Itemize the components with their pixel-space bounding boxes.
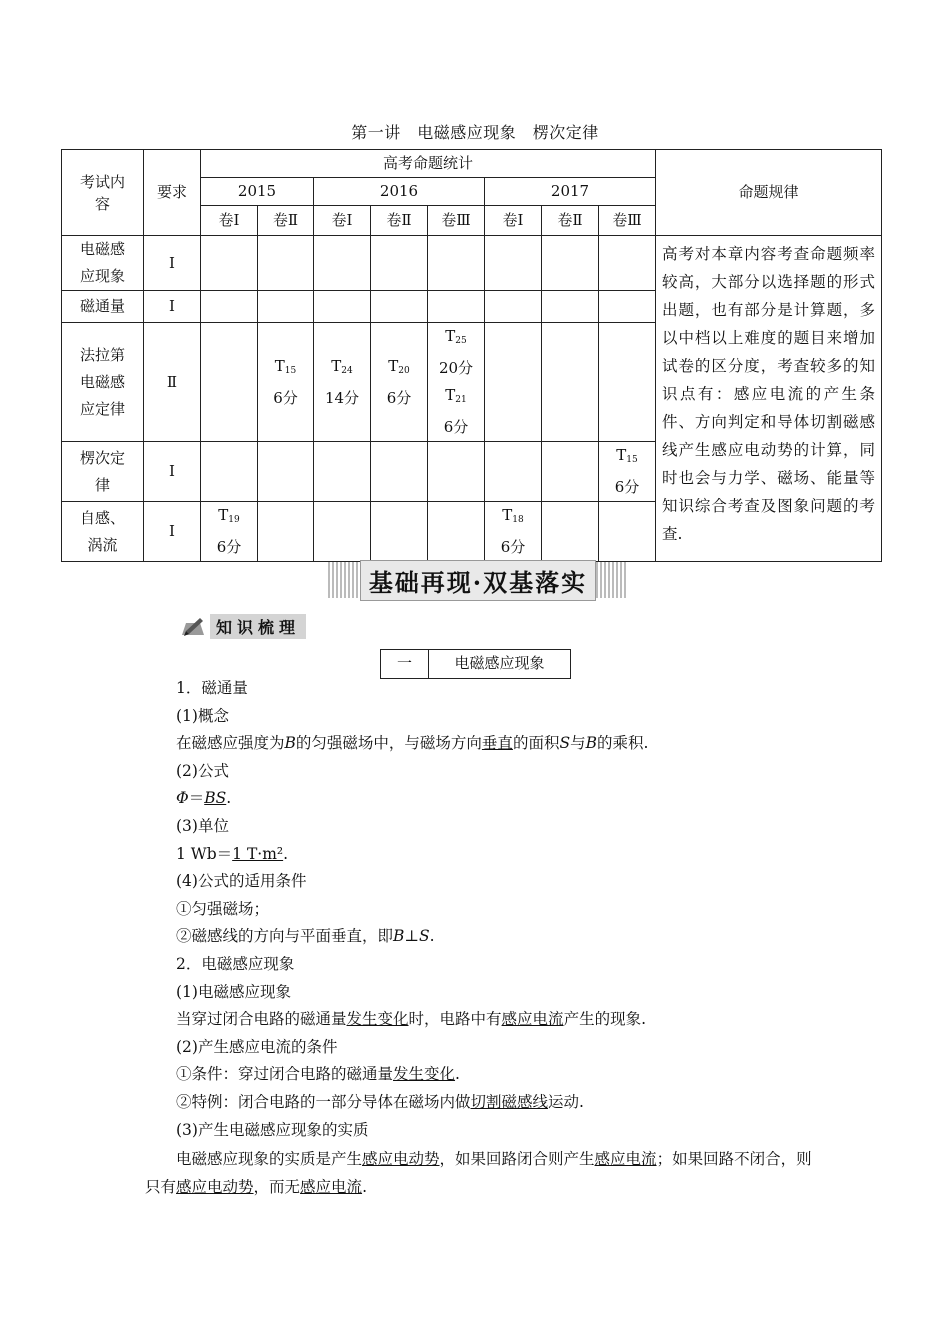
knowledge-label: 知识梳理 xyxy=(210,614,306,639)
row-requirement: Ⅰ xyxy=(144,291,201,323)
paper-header: 卷Ⅲ xyxy=(428,206,485,236)
section-banner xyxy=(328,562,628,598)
header-rule: 命题规律 xyxy=(656,150,882,236)
score-cell: $T_{15}$ 6分 xyxy=(258,323,314,442)
paper-header: 卷Ⅱ xyxy=(371,206,428,236)
row-topic: 楞次定律 xyxy=(62,442,144,502)
paper-header: 卷Ⅰ xyxy=(201,206,258,236)
text-line: (1)概念 xyxy=(176,706,229,725)
row-topic: 法拉第电磁感应定律 xyxy=(62,323,144,442)
row-requirement: Ⅰ xyxy=(144,236,201,291)
text-line: 1．磁通量 xyxy=(176,679,248,697)
score-cell: $T_{15}$ 6分 xyxy=(599,442,656,502)
text-line: ①条件：穿过闭合电路的磁通量发生变化. xyxy=(176,1065,460,1084)
year-2015: 2015 xyxy=(201,178,314,206)
content-body xyxy=(176,675,826,1144)
row-topic: 自感、涡流 xyxy=(62,502,144,562)
pencil-book-icon xyxy=(180,615,206,637)
score-cell: $T_{18}$ 6分 xyxy=(485,502,542,562)
year-2016: 2016 xyxy=(314,178,485,206)
paper-header: 卷Ⅱ xyxy=(542,206,599,236)
rule-description: 高考对本章内容考查命题频率较高，大部分以选择题的形式出题，也有部分是计算题，多以中档以上难度的题目来增加试卷的区分度，考查较多的知识点有：感应电流的产生条件、方向判定和导体切割磁感线产生感应电动势的计算，同时也会与力学、磁场、能量等知识综合考查及图象问题的考查. xyxy=(656,236,882,562)
text-line: 在磁感应强度为B的匀强磁场中，与磁场方向垂直的面积S与B的乘积. xyxy=(176,734,649,753)
section-name: 电磁感应现象 xyxy=(454,654,545,672)
text-line: 2．电磁感应现象 xyxy=(176,954,295,973)
section-number: 一 xyxy=(381,650,429,678)
text-line: (2)产生感应电流的条件 xyxy=(176,1037,338,1056)
header-stats: 高考命题统计 xyxy=(201,150,656,178)
paper-header: 卷Ⅲ xyxy=(599,206,656,236)
text-line: (2)公式 xyxy=(176,761,229,780)
knowledge-section-header xyxy=(180,614,313,638)
paper-header: 卷Ⅰ xyxy=(314,206,371,236)
paper-header: 卷Ⅱ xyxy=(258,206,314,236)
paper-header: 卷Ⅰ xyxy=(485,206,542,236)
year-2017: 2017 xyxy=(485,178,656,206)
score-cell: $T_{24}$ 14分 xyxy=(314,323,371,442)
score-cell: $T_{20}$ 6分 xyxy=(371,323,428,442)
exam-stats-table xyxy=(61,149,882,562)
text-line: ①匀强磁场； xyxy=(176,899,270,918)
text-line: (3)产生电磁感应现象的实质 xyxy=(176,1120,369,1139)
text-line: ②磁感线的方向与平面垂直，即B⊥S. xyxy=(176,927,435,946)
score-cell: $T_{19}$ 6分 xyxy=(201,502,258,562)
row-requirement: Ⅰ xyxy=(144,442,201,502)
text-line: 当穿过闭合电路的磁通量发生变化时，电路中有感应电流产生的现象. xyxy=(176,1010,646,1029)
text-line: Φ＝BS. xyxy=(176,789,232,808)
header-requirement: 要求 xyxy=(144,150,201,236)
header-content: 考试内容 xyxy=(62,150,144,236)
row-requirement: Ⅱ xyxy=(144,323,201,442)
text-line: (3)单位 xyxy=(176,816,229,835)
row-topic: 磁通量 xyxy=(62,291,144,323)
row-topic: 电磁感应现象 xyxy=(62,236,144,291)
text-line: 1 Wb＝1 T·m². xyxy=(176,844,289,863)
essence-paragraph: 电磁感应现象的实质是产生感应电动势，如果回路闭合则产生感应电流；如果回路不闭合，则只有感应电动势，而无感应电流. xyxy=(145,1150,812,1196)
row-requirement: Ⅰ xyxy=(144,502,201,562)
score-cell: $T_{25}$ 20分 $T_{21}$ 6分 xyxy=(428,323,485,442)
text-line: (1)电磁感应现象 xyxy=(176,982,291,1001)
text-line: (4)公式的适用条件 xyxy=(176,872,307,891)
text-line: ②特例：闭合电路的一部分导体在磁场内做切割磁感线运动. xyxy=(176,1092,584,1111)
banner-text: 基础再现·双基落实 xyxy=(360,560,596,601)
page-title: 第一讲 电磁感应现象 楞次定律 xyxy=(351,123,599,142)
